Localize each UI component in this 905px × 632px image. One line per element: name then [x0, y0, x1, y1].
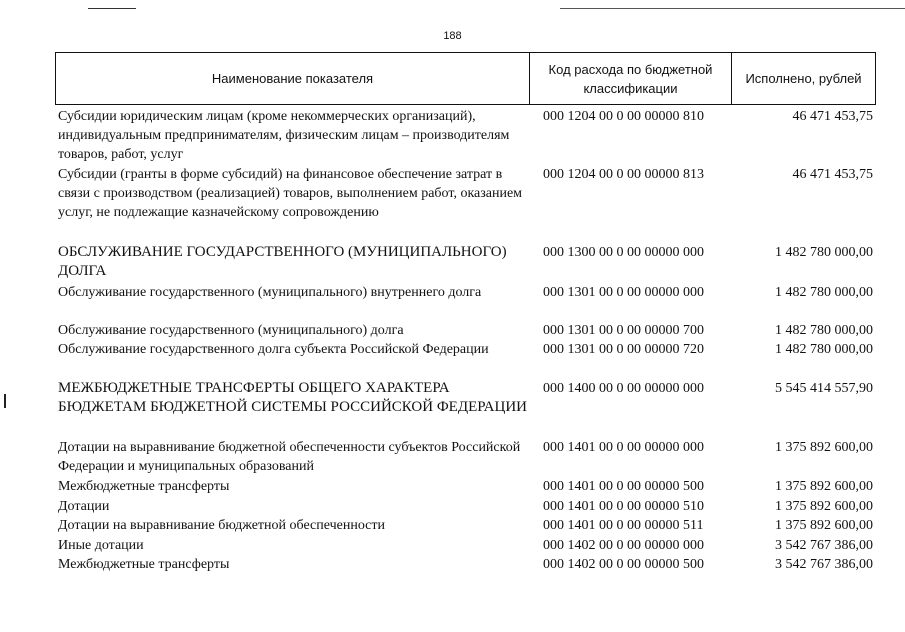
row-value: 1 482 780 000,00 [775, 245, 873, 260]
row-code: 000 1402 00 0 00 00000 000 [543, 538, 704, 553]
row-code: 000 1204 00 0 00 00000 813 [543, 167, 704, 182]
row-code: 000 1401 00 0 00 00000 000 [543, 440, 704, 455]
row-name: ОБСЛУЖИВАНИЕ ГОСУДАРСТВЕННОГО (МУНИЦИПАЛЬНОГО) ДОЛГА [58, 244, 507, 279]
top-rule-left [88, 8, 136, 9]
row-value: 1 375 892 600,00 [775, 518, 873, 533]
row-name: Субсидии юридическим лицам (кроме некоммерческих организаций), индивидуальным предпринимателям, физическим лицам – производителям товаров, работ, услуг [58, 109, 510, 162]
row-name: Обслуживание государственного (муниципального) долга [58, 323, 404, 338]
row-code: 000 1204 00 0 00 00000 810 [543, 109, 704, 124]
header-name-column: Наименование показателя [56, 53, 530, 104]
row-code: 000 1402 00 0 00 00000 500 [543, 557, 704, 572]
row-code: 000 1301 00 0 00 00000 000 [543, 285, 704, 300]
row-code: 000 1401 00 0 00 00000 500 [543, 479, 704, 494]
margin-mark [4, 394, 6, 408]
row-value: 3 542 767 386,00 [775, 557, 873, 572]
row-code: 000 1301 00 0 00 00000 700 [543, 323, 704, 338]
row-name: Дотации [58, 499, 110, 514]
row-name: Иные дотации [58, 538, 144, 553]
row-name: Субсидии (гранты в форме субсидий) на финансовое обеспечение затрат в связи с производством (реализацией) товаров, выполнением работ, оказанием услуг, не подлежащие казначейскому сопровождению [58, 167, 523, 220]
row-value: 1 375 892 600,00 [775, 499, 873, 514]
top-rule-right [560, 8, 905, 9]
header-value-column: Исполнено, рублей [745, 71, 862, 86]
row-name: Дотации на выравнивание бюджетной обеспеченности субъектов Российской Федерации и муниципальных образований [58, 440, 521, 474]
row-code: 000 1301 00 0 00 00000 720 [543, 342, 704, 357]
row-name: Обслуживание государственного долга субъекта Российской Федерации [58, 342, 489, 357]
row-value: 5 545 414 557,90 [775, 381, 873, 396]
row-code: 000 1300 00 0 00 00000 000 [543, 245, 704, 260]
page-number: 188 [443, 30, 462, 42]
row-value: 1 482 780 000,00 [775, 285, 873, 300]
row-value: 3 542 767 386,00 [775, 538, 873, 553]
table-header [55, 52, 876, 105]
row-value: 46 471 453,75 [792, 109, 873, 124]
row-code: 000 1400 00 0 00 00000 000 [543, 381, 704, 396]
row-value: 46 471 453,75 [792, 167, 873, 182]
row-name: Дотации на выравнивание бюджетной обеспеченности [58, 518, 385, 533]
header-code-column: Код расхода по бюджетной классификации [530, 53, 732, 104]
row-name: Межбюджетные трансферты [58, 479, 230, 494]
row-code: 000 1401 00 0 00 00000 510 [543, 499, 704, 514]
row-value: 1 482 780 000,00 [775, 323, 873, 338]
row-value: 1 482 780 000,00 [775, 342, 873, 357]
row-name: МЕЖБЮДЖЕТНЫЕ ТРАНСФЕРТЫ ОБЩЕГО ХАРАКТЕРА БЮДЖЕТАМ БЮДЖЕТНОЙ СИСТЕМЫ РОССИЙСКОЙ ФЕДЕРАЦИИ [58, 380, 527, 415]
row-name: Межбюджетные трансферты [58, 557, 230, 572]
row-name: Обслуживание государственного (муниципального) внутреннего долга [58, 285, 482, 300]
row-code: 000 1401 00 0 00 00000 511 [543, 518, 704, 533]
row-value: 1 375 892 600,00 [775, 440, 873, 455]
row-value: 1 375 892 600,00 [775, 479, 873, 494]
